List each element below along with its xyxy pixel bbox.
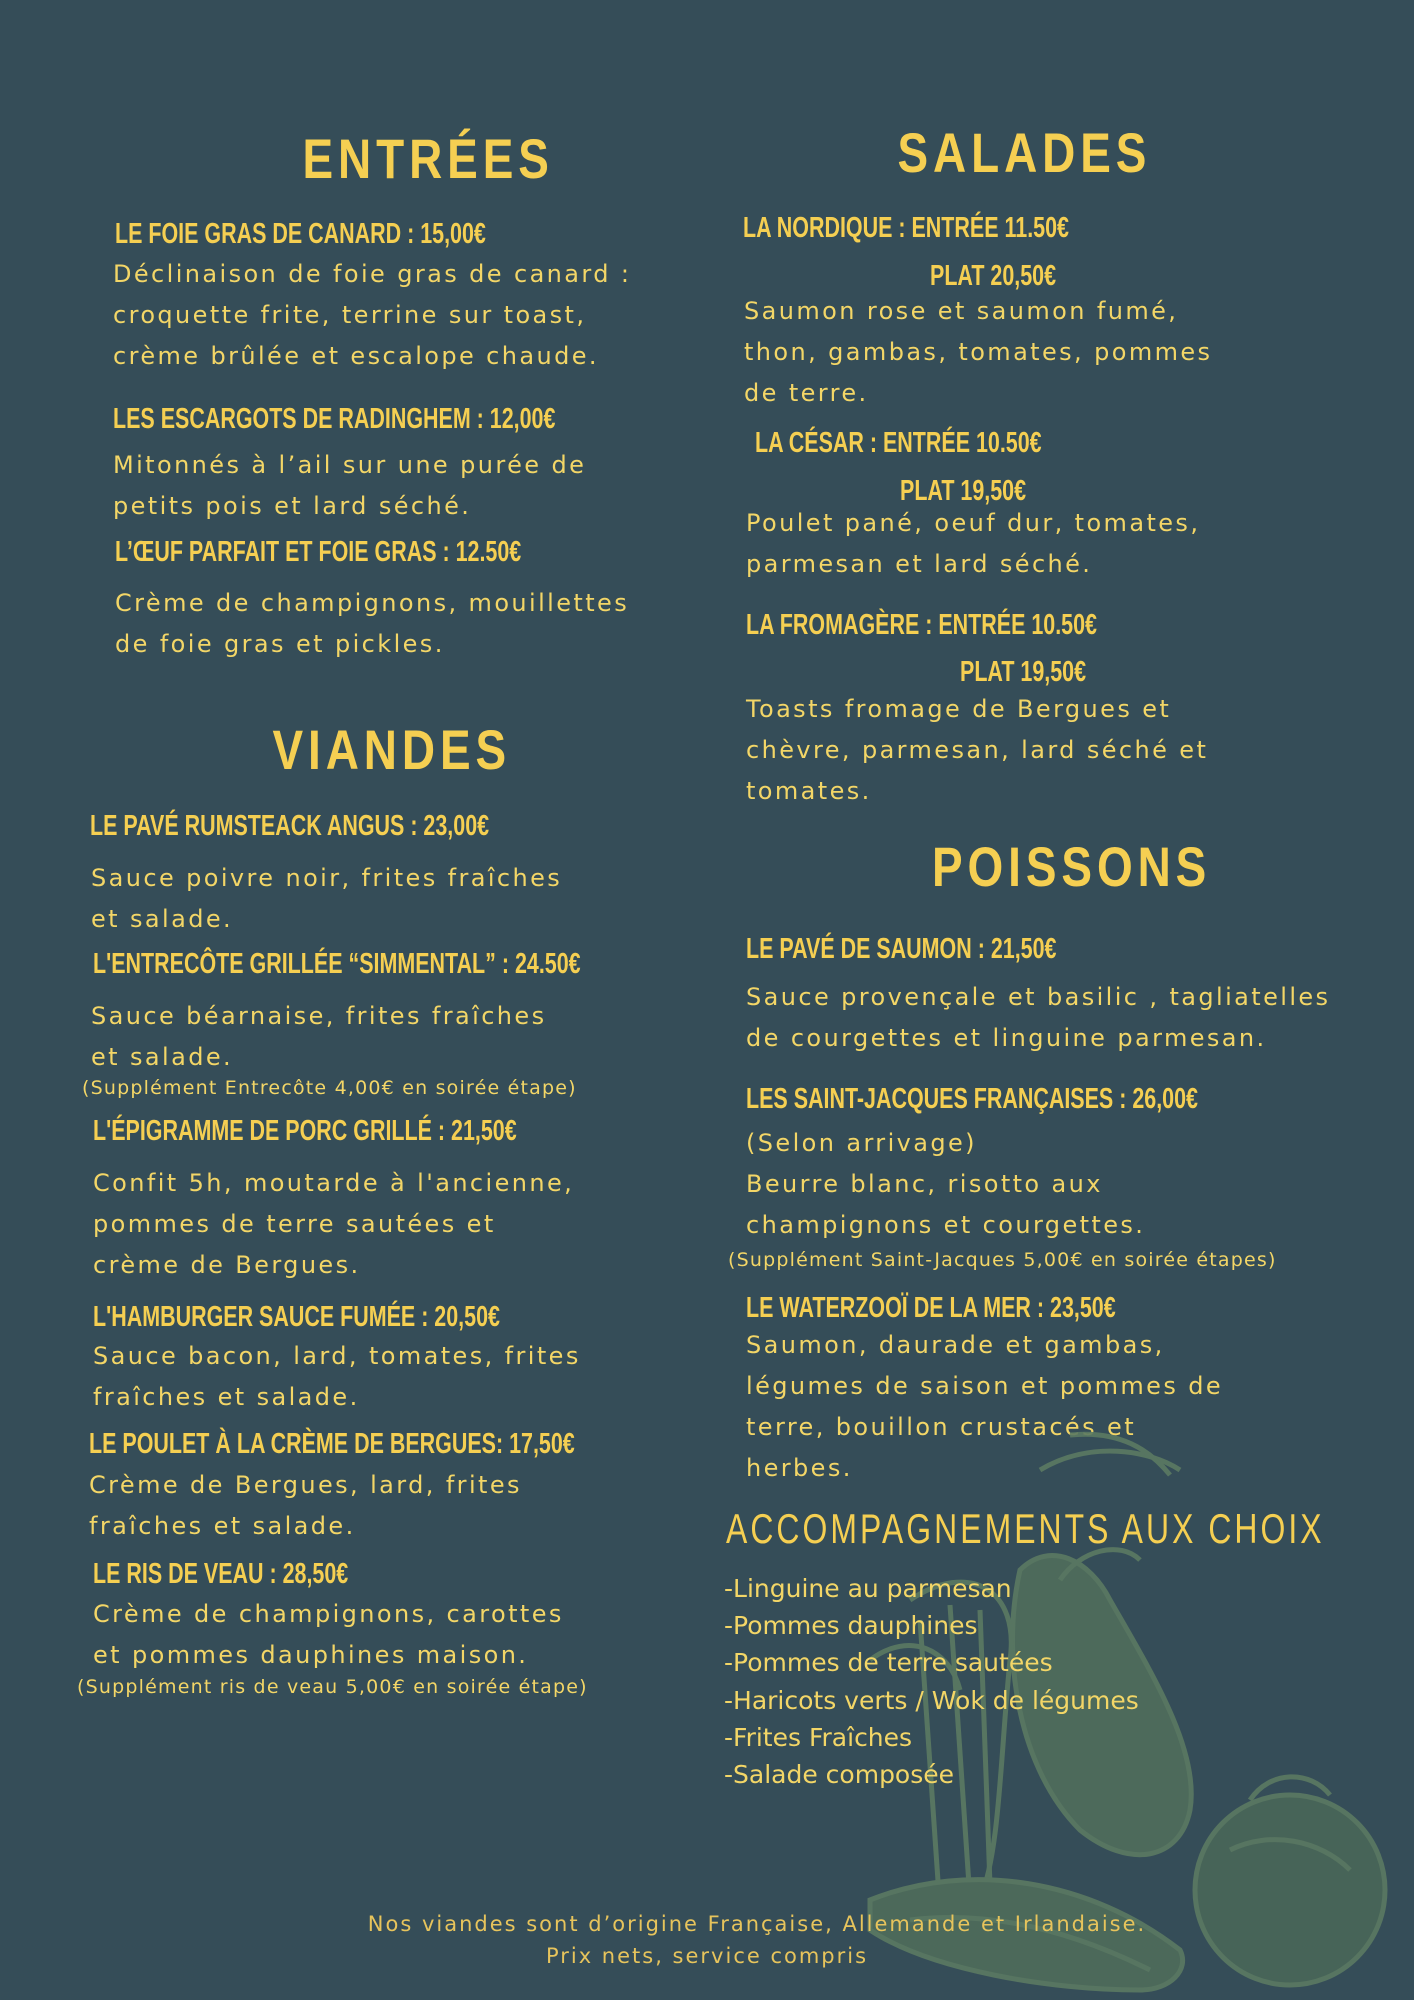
dish-name: LES SAINT-JACQUES FRANÇAISES : 26,00€	[746, 1083, 1198, 1115]
dish-plat-price: PLAT 20,50€	[930, 260, 1057, 292]
dish-name: LA FROMAGÈRE : ENTRÉE 10.50€	[746, 609, 1097, 641]
dish-name: LE WATERZOOÏ DE LA MER : 23,50€	[746, 1292, 1116, 1324]
footer-price-note: Prix nets, service compris	[545, 1944, 869, 1968]
dish-name: L'ENTRECÔTE GRILLÉE “SIMMENTAL” : 24.50€	[93, 948, 581, 980]
side-dish-item: -Haricots verts / Wok de légumes	[724, 1686, 1139, 1715]
dish-name: LE RIS DE VEAU : 28,50€	[93, 1558, 349, 1590]
side-dish-item: -Pommes dauphines	[724, 1611, 978, 1640]
dish-description: Sauce poivre noir, frites fraîches et salade.	[91, 864, 563, 933]
section-title-viandes: VIANDES	[272, 718, 512, 781]
dish-name: LE FOIE GRAS DE CANARD : 15,00€	[115, 218, 486, 250]
dish-description: Confit 5h, moutarde à l'ancienne, pommes de terre sautées et crème de Bergues.	[93, 1169, 575, 1279]
dish-description: Crème de Bergues, lard, frites fraîches et salade.	[89, 1471, 522, 1540]
footer-origin-note: Nos viandes sont d’origine Française, Allemande et Irlandaise.	[367, 1912, 1147, 1936]
dish-name: L'ÉPIGRAMME DE PORC GRILLÉ : 21,50€	[93, 1115, 517, 1147]
side-dish-item: -Frites Fraîches	[724, 1723, 913, 1752]
dish-description: Saumon, daurade et gambas, légumes de saison et pommes de terre, bouillon crustacés et herbes.	[746, 1331, 1224, 1482]
dish-plat-price: PLAT 19,50€	[960, 656, 1087, 688]
dish-description: Crème de champignons, carottes et pommes dauphines maison.	[93, 1600, 564, 1669]
section-title-entrees: ENTRÉES	[302, 127, 554, 190]
dish-name: L'HAMBURGER SAUCE FUMÉE : 20,50€	[93, 1301, 500, 1333]
section-title-salades: SALADES	[897, 121, 1152, 184]
supplement-note: (Supplément ris de veau 5,00€ en soirée étape)	[77, 1676, 588, 1698]
dish-name: LE PAVÉ DE SAUMON : 21,50€	[746, 933, 1057, 965]
dish-description: Saumon rose et saumon fumé, thon, gambas, tomates, pommes de terre.	[744, 297, 1213, 407]
dish-name: LA CÉSAR : ENTRÉE 10.50€	[755, 427, 1042, 459]
dish-description: Toasts fromage de Bergues et chèvre, parmesan, lard séché et tomates.	[746, 695, 1209, 805]
dish-name: LA NORDIQUE : ENTRÉE 11.50€	[743, 212, 1069, 244]
section-title-accompagnements: ACCOMPAGNEMENTS AUX CHOIX	[726, 1505, 1325, 1552]
dish-description: Sauce béarnaise, frites fraîches et salade.	[91, 1002, 547, 1071]
dish-name: LE PAVÉ RUMSTEACK ANGUS : 23,00€	[90, 810, 490, 842]
side-dish-item: -Pommes de terre sautées	[724, 1648, 1053, 1677]
dish-description: Déclinaison de foie gras de canard : croquette frite, terrine sur toast, crème brûlée et escalope chaude.	[113, 260, 632, 370]
supplement-note: (Supplément Entrecôte 4,00€ en soirée étape)	[82, 1077, 577, 1099]
supplement-note: (Supplément Saint-Jacques 5,00€ en soirée étapes)	[728, 1249, 1277, 1271]
section-title-poissons: POISSONS	[932, 835, 1212, 898]
dish-description: Crème de champignons, mouillettes de foie gras et pickles.	[115, 589, 630, 658]
dish-name: LE POULET À LA CRÈME DE BERGUES: 17,50€	[89, 1428, 575, 1460]
dish-description: (Selon arrivage) Beurre blanc, risotto aux champignons et courgettes.	[746, 1129, 1146, 1239]
dish-description: Poulet pané, oeuf dur, tomates, parmesan et lard séché.	[746, 509, 1201, 578]
side-dish-item: -Salade composée	[724, 1760, 955, 1789]
dish-name: L’ŒUF PARFAIT ET FOIE GRAS : 12.50€	[115, 536, 522, 568]
dish-plat-price: PLAT 19,50€	[900, 475, 1027, 507]
dish-description: Sauce bacon, lard, tomates, frites fraîches et salade.	[93, 1342, 581, 1411]
dish-description: Sauce provençale et basilic , tagliatelles de courgettes et linguine parmesan.	[746, 983, 1331, 1052]
side-dish-item: -Linguine au parmesan	[724, 1574, 1012, 1603]
dish-name: LES ESCARGOTS DE RADINGHEM : 12,00€	[113, 403, 556, 435]
dish-description: Mitonnés à l’ail sur une purée de petits pois et lard séché.	[113, 451, 587, 520]
